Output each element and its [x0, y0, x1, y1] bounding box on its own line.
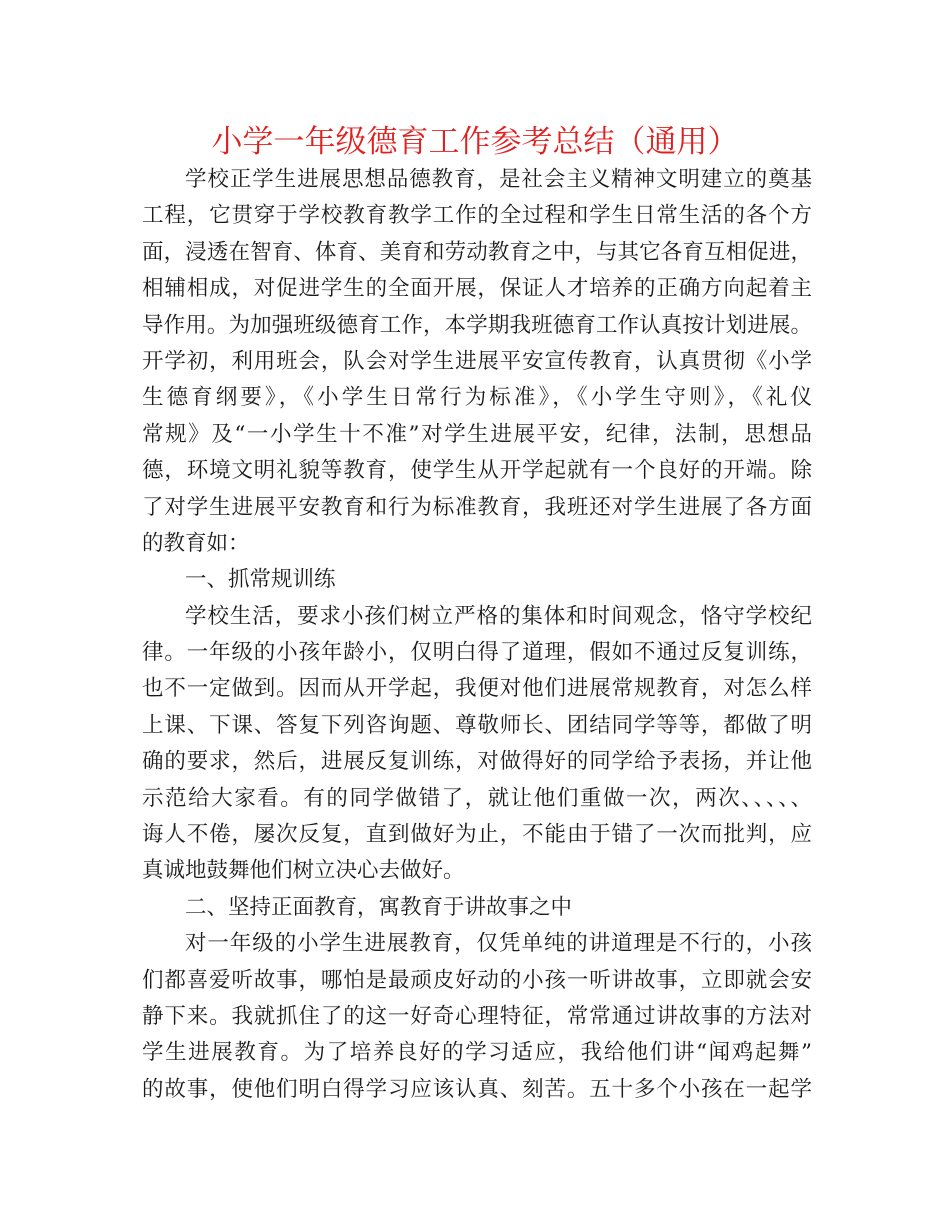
paragraph-line: 开学初，利用班会，队会对学生进展平安宣传教育，认真贯彻《小学	[142, 348, 812, 374]
paragraph-line: 常规》及“一小学生十不准”对学生进展平安，纪律，法制，思想品	[142, 421, 812, 447]
paragraph-line: 工程，它贯穿于学校教育教学工作的全过程和学生日常生活的各个方	[142, 203, 812, 229]
paragraph-line: 学校生活，要求小孩们树立严格的集体和时间观念，恪守学校纪	[185, 603, 812, 629]
document-title: 小学一年级德育工作参考总结（通用）	[211, 124, 739, 160]
paragraph-line: 们都喜爱听故事，哪怕是最顽皮好动的小孩一听讲故事，立即就会安	[142, 967, 812, 993]
paragraph-line: 静下来。我就抓住了的这一好奇心理特征，常常通过讲故事的方法对	[142, 1003, 812, 1029]
paragraph-line: 真诚地鼓舞他们树立决心去做好。	[142, 858, 465, 884]
paragraph-line: 相辅相成，对促进学生的全面开展，保证人才培养的正确方向起着主	[142, 276, 812, 302]
paragraph-line: 上课、下课、答复下列咨询题、尊敬师长、团结同学等等，都做了明	[142, 712, 812, 738]
paragraph-line: 确的要求，然后，进展反复训练，对做得好的同学给予表扬，并让他	[142, 749, 812, 775]
paragraph-line: 学校正学生进展思想品德教育，是社会主义精神文明建立的奠基	[185, 167, 812, 192]
paragraph-line: 德，环境文明礼貌等教育，使学生从开学起就有一个良好的开端。除	[142, 458, 812, 484]
paragraph-line: 面，浸透在智育、体育、美育和劳动教育之中，与其它各育互相促进，	[142, 239, 812, 265]
paragraph-line: 了对学生进展平安教育和行为标准教育，我班还对学生进展了各方面	[142, 494, 812, 520]
paragraph-line: 学生进展教育。为了培养良好的学习适应，我给他们讲“闻鸡起舞”	[142, 1040, 812, 1066]
paragraph-line: 生德育纲要》，《小学生日常行为标准》，《小学生守则》，《礼仪	[142, 385, 812, 411]
paragraph-line: 二、坚持正面教育，寓教育于讲故事之中	[185, 894, 573, 920]
paragraph-line: 的教育如：	[142, 530, 250, 556]
paragraph-line: 的故事，使他们明白得学习应该认真、刻苦。五十多个小孩在一起学	[142, 1076, 812, 1102]
paragraph-line: 一、抓常规训练	[185, 567, 336, 593]
paragraph-line: 导作用。为加强班级德育工作，本学期我班德育工作认真按计划进展。	[142, 312, 812, 338]
paragraph-line: 律。一年级的小孩年龄小，仅明白得了道理，假如不通过反复训练，	[142, 640, 812, 666]
paragraph-line: 示范给大家看。有的同学做错了，就让他们重做一次，两次、、、、、	[142, 785, 812, 811]
paragraph-line: 诲人不倦，屡次反复，直到做好为止，不能由于错了一次而批判，应	[142, 822, 812, 848]
paragraph-line: 也不一定做到。因而从开学起，我便对他们进展常规教育，对怎么样	[142, 676, 812, 702]
paragraph-line: 对一年级的小学生进展教育，仅凭单纯的讲道理是不行的，小孩	[185, 931, 812, 957]
document-body	[142, 162, 812, 1108]
